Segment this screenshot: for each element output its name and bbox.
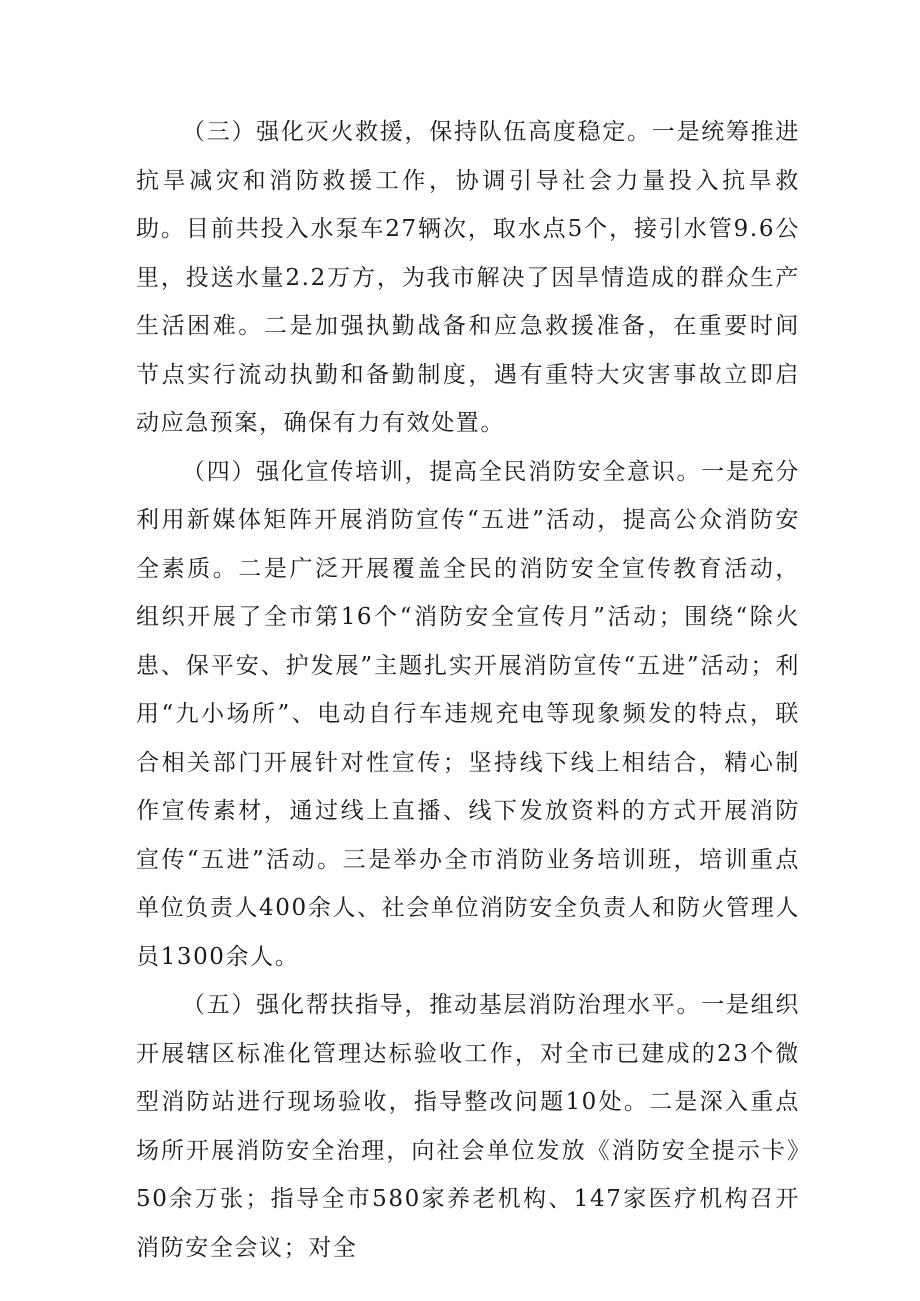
paragraph-assistance-guidance: （五）强化帮扶指导，推动基层消防治理水平。一是组织开展辖区标准化管理达标验收工作，对全市已建成的23个微型消防站进行现场验收，指导整改问题10处。二是深入重点场所开展消防安全治理，向社会单位发放《消防安全提示卡》50余万张；指导全市580家养老机构、147家医疗机构召开消防安全会议；对全 [136, 992, 800, 1261]
document-body [136, 108, 800, 1272]
paragraph-fire-rescue: （三）强化灭火救援，保持队伍高度稳定。一是统筹推进抗旱减灾和消防救援工作，协调引导社会力量投入抗旱救助。目前共投入水泵车27辆次，取水点5个，接引水管9.6公里，投送水量2.2万方，为我市解决了因旱情造成的群众生产生活困难。二是加强执勤战备和应急救援准备，在重要时间节点实行流动执勤和备勤制度，遇有重特大灾害事故立即启动应急预案，确保有力有效处置。 [136, 119, 800, 436]
paragraph-publicity-training: （四）强化宣传培训，提高全民消防安全意识。一是充分利用新媒体矩阵开展消防宣传“五进”活动，提高公众消防安全素质。二是广泛开展覆盖全民的消防安全宣传教育活动，组织开展了全市第16个“消防安全宣传月”活动；围绕“除火患、保平安、护发展”主题扎实开展消防宣传“五进”活动；利用“九小场所”、电动自行车违规充电等现象频发的特点，联合相关部门开展针对性宣传；坚持线下线上相结合，精心制作宣传素材，通过线上直播、线下发放资料的方式开展消防宣传“五进”活动。三是举办全市消防业务培训班，培训重点单位负责人400余人、社会单位消防安全负责人和防火管理人员1300余人。 [136, 458, 800, 970]
